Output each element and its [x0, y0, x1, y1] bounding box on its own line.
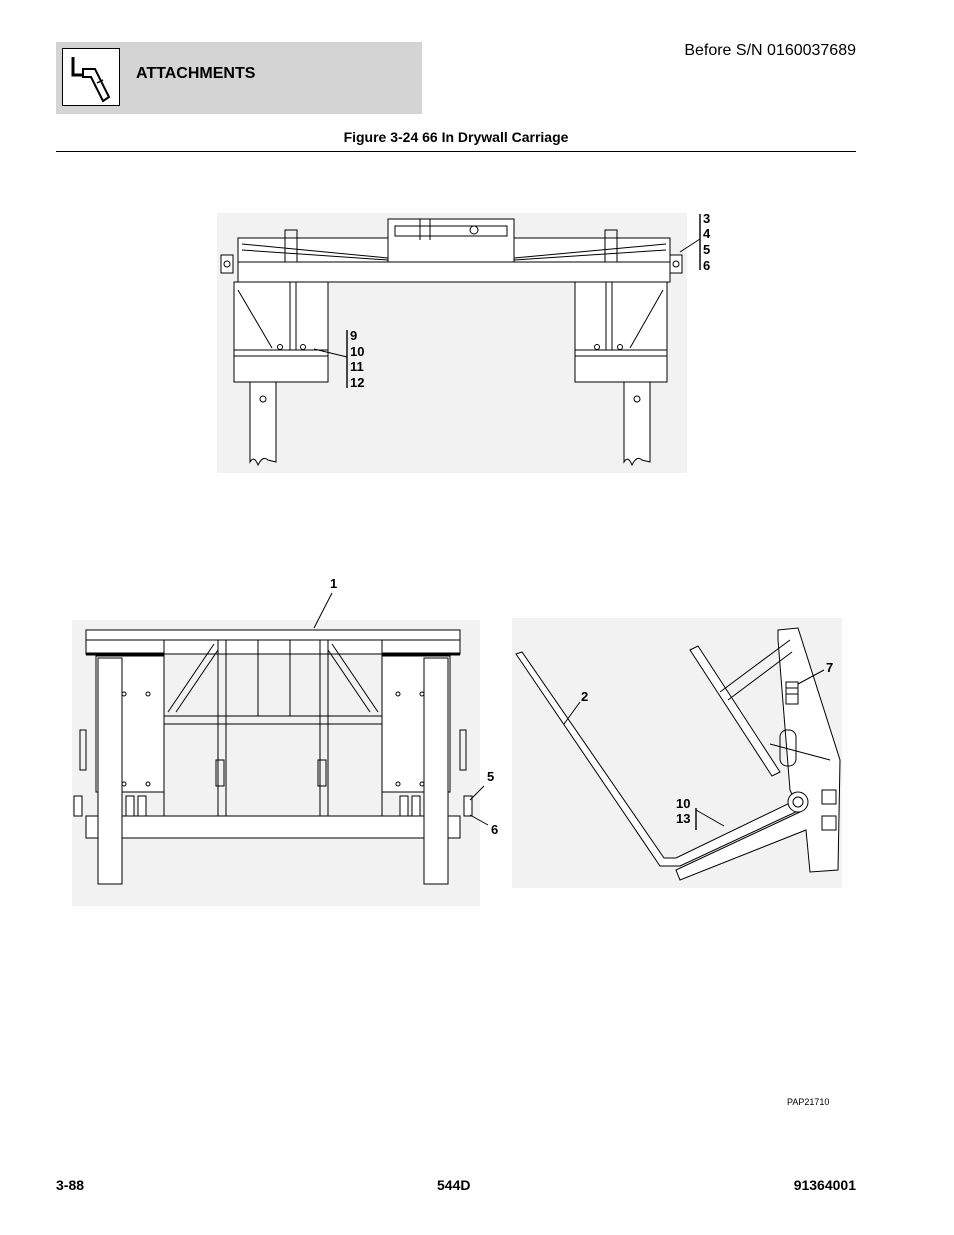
- callout-2: 2: [581, 689, 589, 704]
- callout-10-side: 10: [676, 796, 691, 811]
- side-view-drawing: [512, 618, 842, 888]
- top-view-drawing: [217, 213, 687, 473]
- callout-1: 1: [330, 576, 338, 591]
- callout-11: 11: [350, 359, 364, 374]
- callout-12: 12: [350, 375, 365, 390]
- callout-4: 4: [703, 226, 711, 241]
- callout-6-front: 6: [491, 822, 499, 837]
- model-name: 544D: [437, 1177, 471, 1193]
- section-title: ATTACHMENTS: [136, 65, 256, 82]
- manual-number: 91364001: [793, 1177, 856, 1193]
- callout-6: 6: [703, 258, 711, 273]
- figure-title: Figure 3-24 66 In Drywall Carriage: [343, 129, 569, 145]
- callout-9: 9: [350, 328, 358, 343]
- callout-13: 13: [676, 811, 691, 826]
- front-view-drawing: [72, 620, 480, 906]
- drawing-reference: PAP21710: [787, 1097, 830, 1107]
- callout-10: 10: [350, 344, 365, 359]
- callout-5: 5: [703, 242, 711, 257]
- callout-3: 3: [703, 211, 711, 226]
- serial-number-note: Before S/N 0160037689: [684, 42, 856, 59]
- callout-5-front: 5: [487, 769, 495, 784]
- callout-7: 7: [826, 660, 834, 675]
- page-number: 3-88: [56, 1177, 85, 1193]
